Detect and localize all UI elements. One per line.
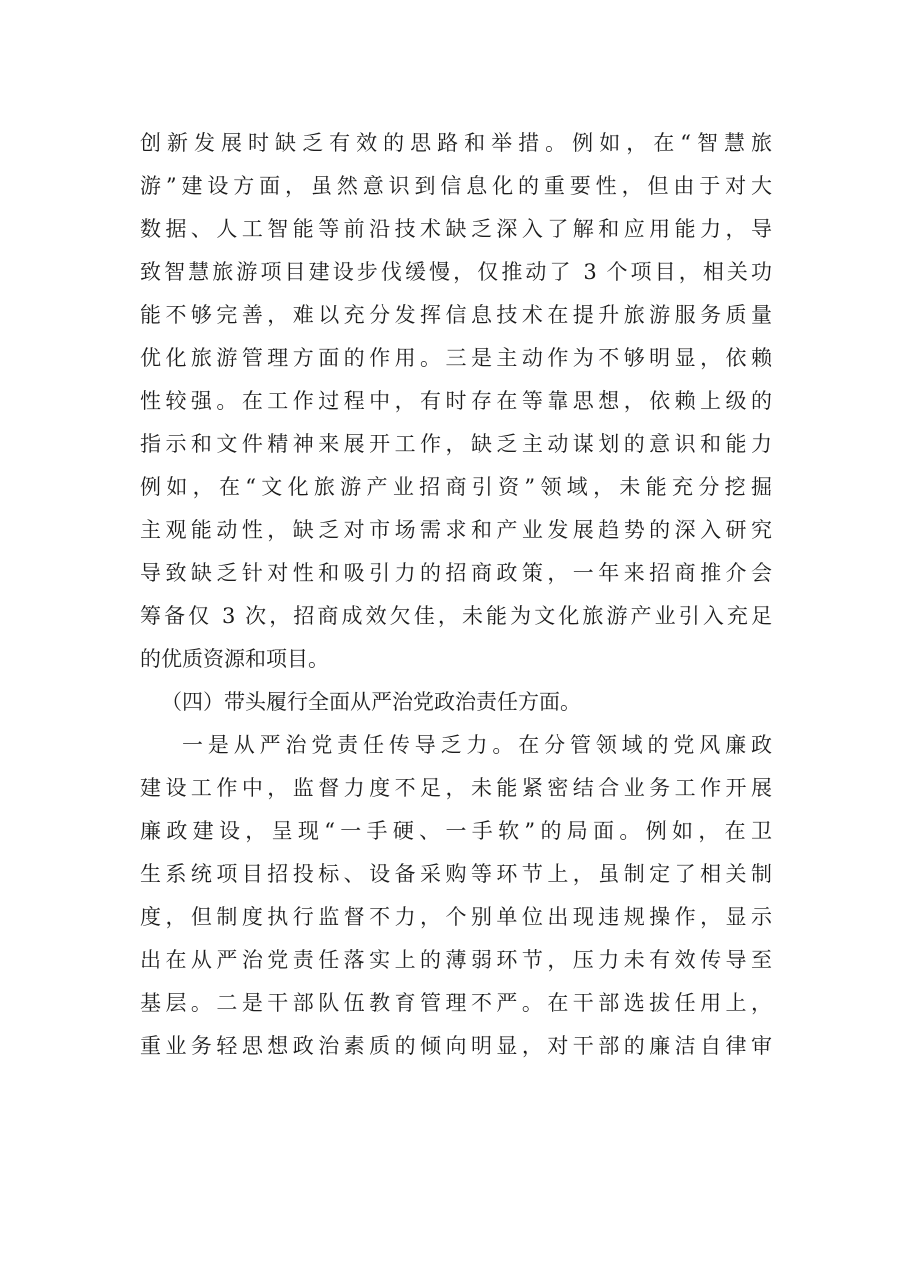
text-line: 的优质资源和项目。: [140, 647, 329, 671]
text-line: 廉政建设，呈现“一手硬、一手软”的局面。例如，在卫: [140, 819, 772, 843]
text-line: 一是从严治党责任传导乏力。在分管领域的党风廉政: [182, 733, 772, 757]
text-line: 例如，在“文化旅游产业招商引资”领域，未能充分挖掘: [140, 475, 772, 499]
text-line: 重业务轻思想政治素质的倾向明显，对干部的廉洁自律审: [140, 1034, 772, 1058]
text-line: 能不够完善，难以充分发挥信息技术在提升旅游服务质量: [140, 303, 772, 327]
document-body: [140, 122, 772, 1068]
text-line: 数据、人工智能等前沿技术缺乏深入了解和应用能力，导: [140, 217, 772, 241]
text-line: 优化旅游管理方面的作用。三是主动作为不够明显，依赖: [140, 346, 772, 370]
text-line: 出在从严治党责任落实上的薄弱环节，压力未有效传导至: [140, 948, 772, 972]
text-line: 致智慧旅游项目建设步伐缓慢，仅推动了 3 个项目，相关功: [140, 260, 772, 284]
text-line: 游”建设方面，虽然意识到信息化的重要性，但由于对大: [140, 174, 772, 198]
text-line: 导致缺乏针对性和吸引力的招商政策，一年来招商推介会: [140, 561, 772, 585]
text-line: 基层。二是干部队伍教育管理不严。在干部选拔任用上，: [140, 991, 772, 1015]
text-line: 筹备仅 3 次，招商成效欠佳，未能为文化旅游产业引入充足: [140, 604, 772, 628]
text-line: 主观能动性，缺乏对市场需求和产业发展趋势的深入研究: [140, 518, 772, 542]
text-line: 建设工作中，监督力度不足，未能紧密结合业务工作开展: [140, 776, 772, 800]
text-line: 性较强。在工作过程中，有时存在等靠思想，依赖上级的: [140, 389, 772, 413]
text-line: 指示和文件精神来展开工作，缺乏主动谋划的意识和能力: [140, 432, 772, 456]
text-line: 度，但制度执行监督不力，个别单位出现违规操作，显示: [140, 905, 772, 929]
section-heading: （四）带头履行全面从严治党政治责任方面。: [161, 690, 581, 714]
text-line: 生系统项目招投标、设备采购等环节上，虽制定了相关制: [140, 862, 772, 886]
text-line: 创新发展时缺乏有效的思路和举措。例如，在“智慧旅: [140, 131, 772, 155]
